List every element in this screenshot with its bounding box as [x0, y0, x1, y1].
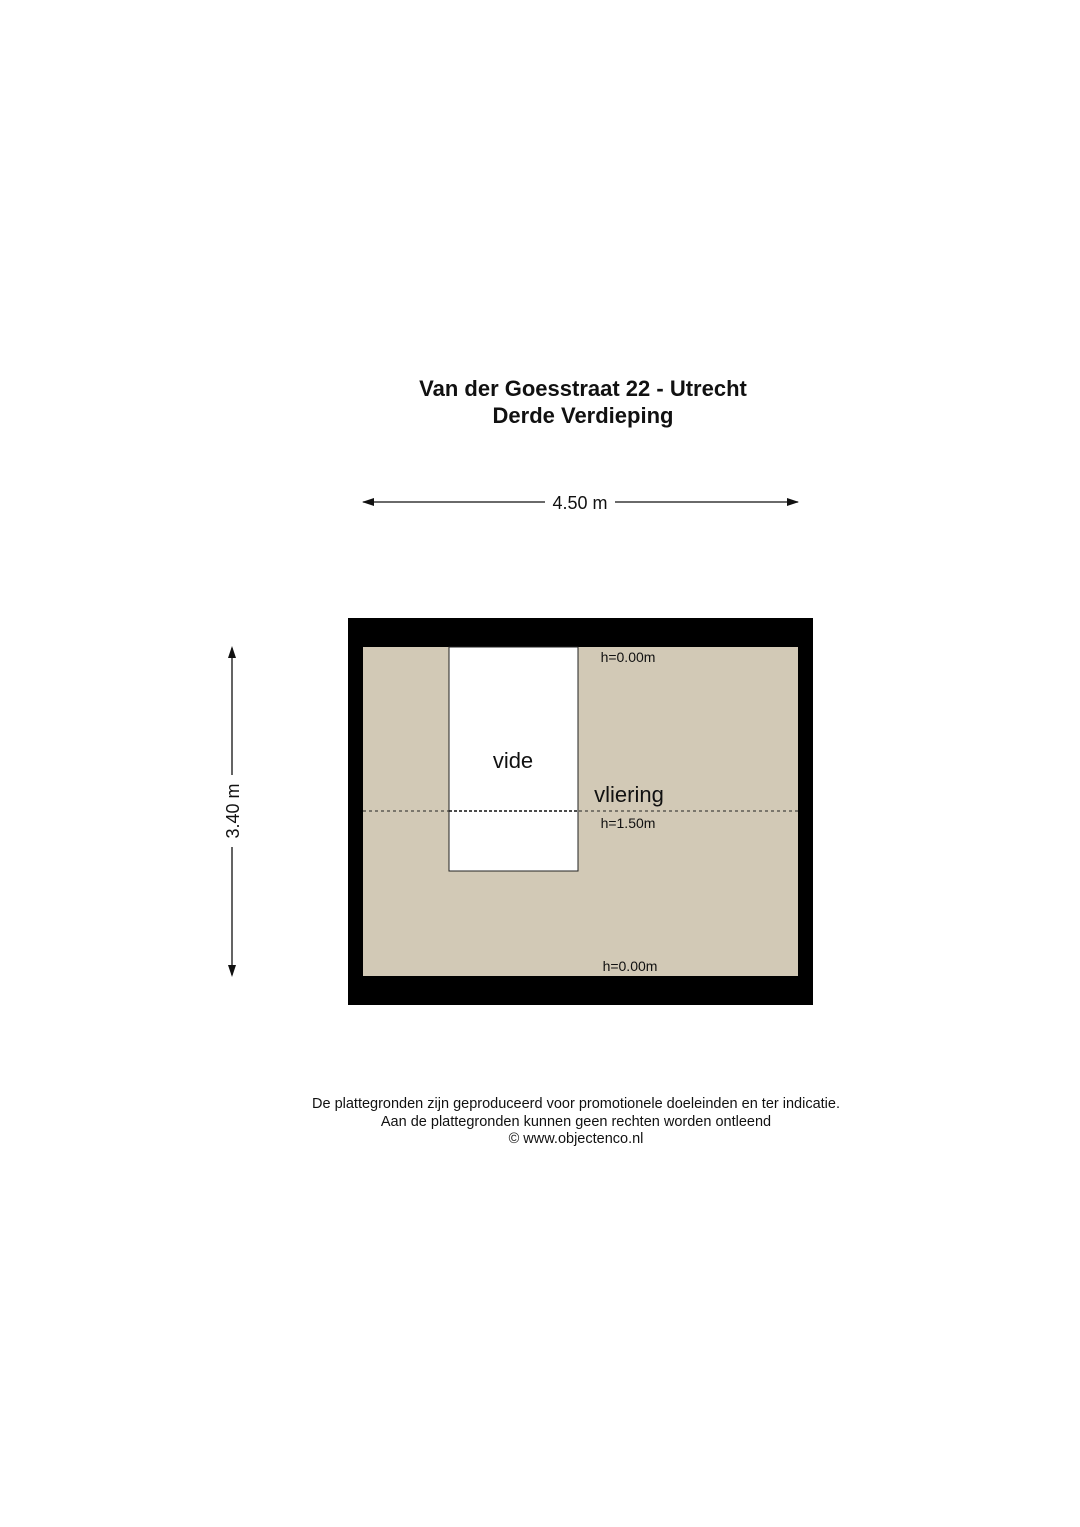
copyright-line: © www.objectenco.nl: [508, 1131, 644, 1147]
height-label-middle: h=1.50m: [600, 815, 656, 831]
arrow-down-icon: [228, 965, 236, 977]
disclaimer-line-2: Aan de plattegronden kunnen geen rechten worden ontleend: [380, 1114, 772, 1130]
void-label: vide: [492, 748, 534, 773]
width-dimension: [362, 493, 799, 513]
arrow-left-icon: [362, 498, 374, 506]
attic-label: vliering: [594, 782, 664, 807]
height-label-top: h=0.00m: [600, 649, 656, 665]
height-label-bottom: h=0.00m: [602, 958, 658, 974]
depth-dimension: [223, 646, 243, 977]
depth-dimension-label: 3.40 m: [223, 783, 243, 839]
arrow-right-icon: [787, 498, 799, 506]
arrow-up-icon: [228, 646, 236, 658]
plan-title-floor: Derde Verdieping: [492, 403, 674, 428]
width-dimension-label: 4.50 m: [552, 493, 608, 513]
plan-title-address: Van der Goesstraat 22 - Utrecht: [419, 376, 747, 401]
disclaimer-line-1: De plattegronden zijn geproduceerd voor promotionele doeleinden en ter indicatie.: [312, 1096, 840, 1112]
